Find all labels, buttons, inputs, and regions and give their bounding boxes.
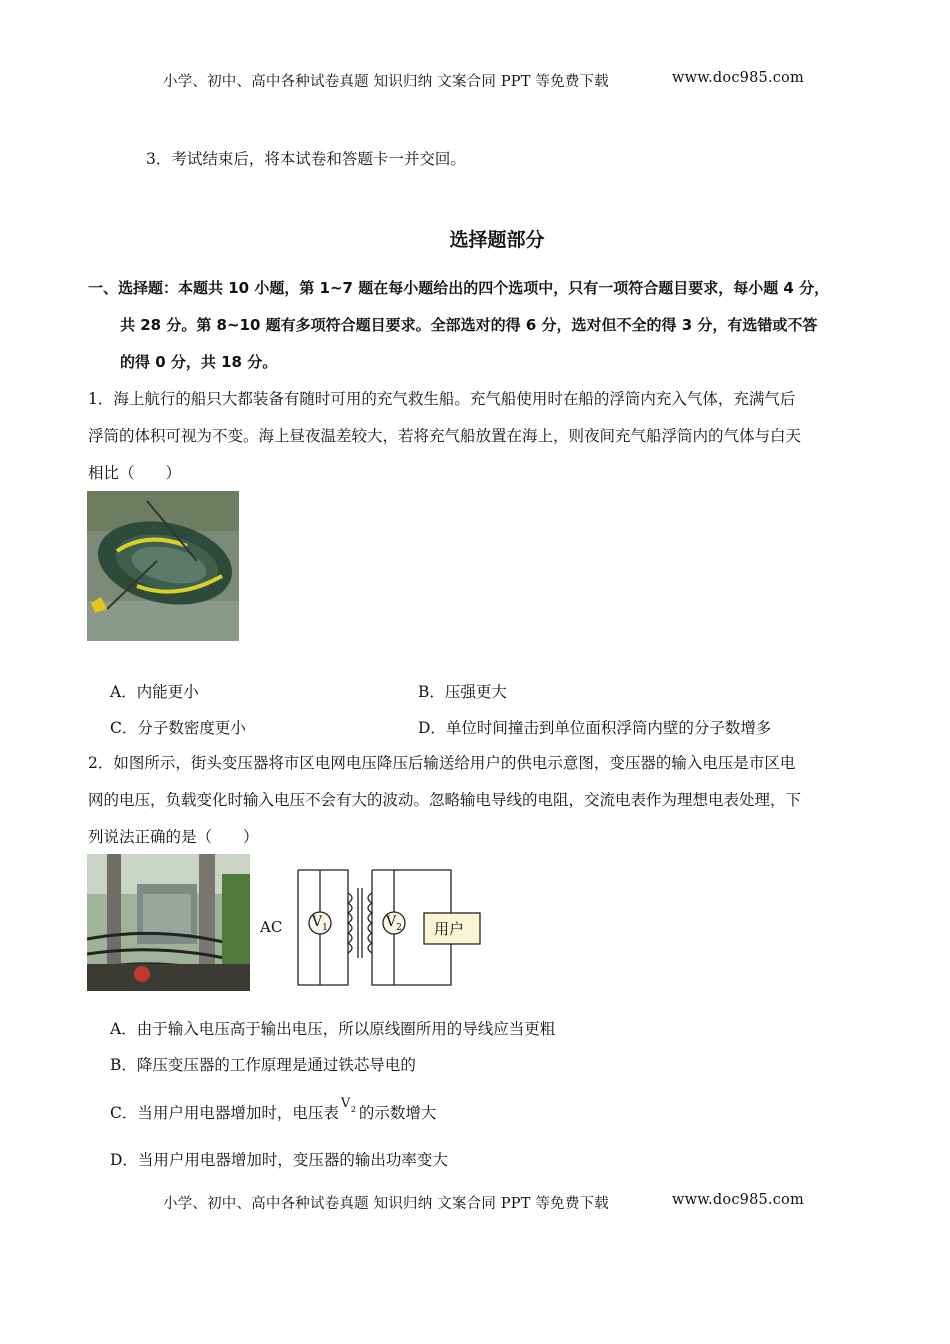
q2-line1: 2．如图所示，街头变压器将市区电网电压降压后输送给用户的供电示意图，变压器的输入电压是市区电	[88, 754, 796, 772]
footer-site: www.doc985.com	[672, 1192, 804, 1208]
footer-text: 小学、初中、高中各种试卷真题 知识归纳 文案合同 PPT 等免费下载	[163, 1196, 609, 1212]
part1-line2: 共 28 分。第 8~10 题有多项符合题目要求。全部选对的得 6 分，选对但不全的得 3 分，有选错或不答	[120, 316, 818, 334]
transformer-photo	[87, 854, 250, 991]
q1-option-c: C．分子数密度更小	[110, 719, 246, 737]
boat-photo	[87, 491, 239, 641]
voltmeter-v2-symbol: V	[386, 914, 397, 930]
q2-option-d: D．当用户用电器增加时，变压器的输出功率变大	[110, 1151, 448, 1169]
q2-option-c-symbol: V	[340, 1096, 351, 1111]
q2-option-a: A．由于输入电压高于输出电压，所以原线圈所用的导线应当更粗	[110, 1020, 556, 1038]
q2-line2: 网的电压，负载变化时输入电压不会有大的波动。忽略输电导线的电阻，交流电表作为理想电表处理，下	[88, 791, 802, 809]
voltmeter-v1-label	[312, 914, 328, 933]
header-text: 小学、初中、高中各种试卷真题 知识归纳 文案合同 PPT 等免费下载	[163, 74, 609, 90]
q1-option-b: B．压强更大	[418, 683, 507, 701]
q2-option-c-suffix: 的示数增大	[358, 1104, 437, 1122]
q1-option-a: A．内能更小	[110, 683, 199, 701]
voltmeter-v1-symbol: V	[312, 914, 323, 930]
user-label: 用户	[434, 920, 465, 938]
voltmeter-v1-subscript: 1	[322, 922, 328, 933]
part1-line3: 的得 0 分，共 18 分。	[120, 353, 278, 371]
q1-option-d: D．单位时间撞击到单位面积浮筒内壁的分子数增多	[418, 719, 772, 737]
q2-option-c-prefix: C．当用户用电器增加时，电压表	[110, 1104, 339, 1122]
q1-line2: 浮筒的体积可视为不变。海上昼夜温差较大，若将充气船放置在海上，则夜间充气船浮筒内的气体与白天	[88, 427, 802, 445]
voltmeter-v2-label	[386, 914, 402, 933]
ac-label: AC	[260, 918, 283, 936]
q1-line1: 1．海上航行的船只大都装备有随时可用的充气救生船。充气船使用时在船的浮筒内充入气体，充满气后	[88, 390, 796, 408]
q2-line3: 列说法正确的是（ ）	[88, 828, 259, 846]
circuit-diagram	[258, 858, 488, 993]
q2-option-c-subscript: 2	[350, 1105, 356, 1114]
q2-option-b: B．降压变压器的工作原理是通过铁芯导电的	[110, 1056, 416, 1074]
part1-line1: 一、选择题：本题共 10 小题，第 1~7 题在每小题给出的四个选项中，只有一项符合题目要求，每小题 4 分，	[88, 279, 830, 297]
header-site: www.doc985.com	[672, 70, 804, 86]
q2-option-c	[110, 1096, 437, 1123]
instruction-3: 3．考试结束后，将本试卷和答题卡一并交回。	[146, 150, 466, 168]
voltmeter-v2-subscript: 2	[396, 922, 402, 933]
section-title: 选择题部分	[449, 229, 545, 251]
q1-line3: 相比（ ）	[88, 464, 182, 482]
